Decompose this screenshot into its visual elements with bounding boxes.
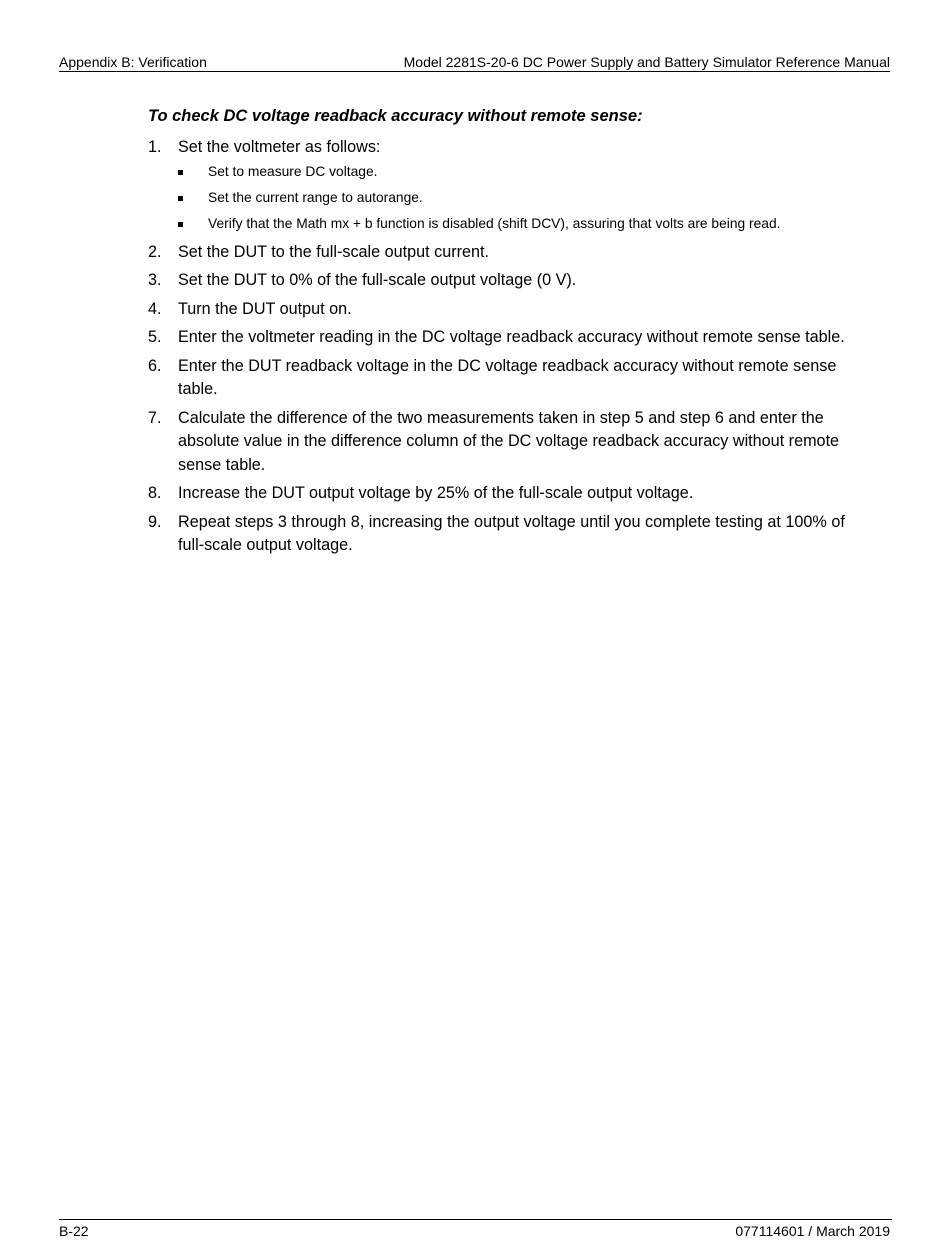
square-bullet-icon: [178, 196, 183, 201]
step-text: Enter the voltmeter reading in the DC voltage readback accuracy without remote sense table.: [178, 328, 845, 346]
step-number: 2.: [148, 242, 162, 261]
step-text: Set the voltmeter as follows:: [178, 138, 381, 156]
step-text: Enter the DUT readback voltage in the DC voltage readback accuracy without remote sense table.: [178, 356, 837, 398]
step-text: Set the DUT to 0% of the full-scale output voltage (0 V).: [178, 271, 577, 289]
header-section-label: Appendix B: Verification: [59, 54, 207, 70]
step-text: Turn the DUT output on.: [178, 299, 352, 318]
square-bullet-icon: [178, 222, 183, 227]
procedure-steps: [148, 136, 868, 563]
step-number: 5.: [148, 328, 162, 346]
header-manual-title: Model 2281S-20-6 DC Power Supply and Battery Simulator Reference Manual: [403, 54, 890, 70]
document-number-date: 077114601 / March 2019: [735, 1223, 890, 1239]
step-item: [148, 511, 868, 558]
step-text: Increase the DUT output voltage by 25% of the full-scale output voltage.: [178, 484, 694, 502]
step-item: [148, 269, 868, 293]
substep-text: Set to measure DC voltage.: [208, 163, 378, 179]
step-item: [148, 482, 868, 506]
step-number: 3.: [148, 271, 162, 289]
step-item: [148, 355, 868, 402]
page-footer: [59, 1219, 892, 1244]
step-item: [148, 298, 868, 322]
step-number: 6.: [148, 356, 162, 375]
step-text: Repeat steps 3 through 8, increasing the output voltage until you complete testing at 100% of full-scale output voltage.: [178, 512, 845, 554]
substep-item: [178, 189, 868, 207]
step-number: 4.: [148, 299, 162, 318]
step-number: 1.: [148, 138, 162, 156]
square-bullet-icon: [178, 170, 183, 175]
substep-item: [178, 163, 868, 181]
step-item: [148, 241, 868, 265]
step-item: [148, 407, 868, 478]
step-number: 8.: [148, 484, 162, 502]
section-title: To check DC voltage readback accuracy without remote sense:: [148, 107, 643, 125]
step-item: [148, 136, 868, 233]
substep-item: [178, 215, 868, 233]
page-header: [59, 53, 890, 72]
substep-list: [178, 163, 868, 233]
step-text: Set the DUT to the full-scale output current.: [178, 242, 490, 261]
substep-text: Verify that the Math mx + b function is disabled (shift DCV), assuring that volts are being read.: [208, 215, 781, 231]
step-item: [148, 326, 868, 350]
substep-text: Set the current range to autorange.: [208, 189, 423, 205]
step-number: 7.: [148, 408, 162, 427]
page-number: B-22: [59, 1223, 89, 1239]
step-text: Calculate the difference of the two measurements taken in step 5 and step 6 and enter the absolute value in the difference column of the DC voltage readback accuracy without remote sense table.: [178, 408, 840, 474]
step-number: 9.: [148, 512, 162, 531]
